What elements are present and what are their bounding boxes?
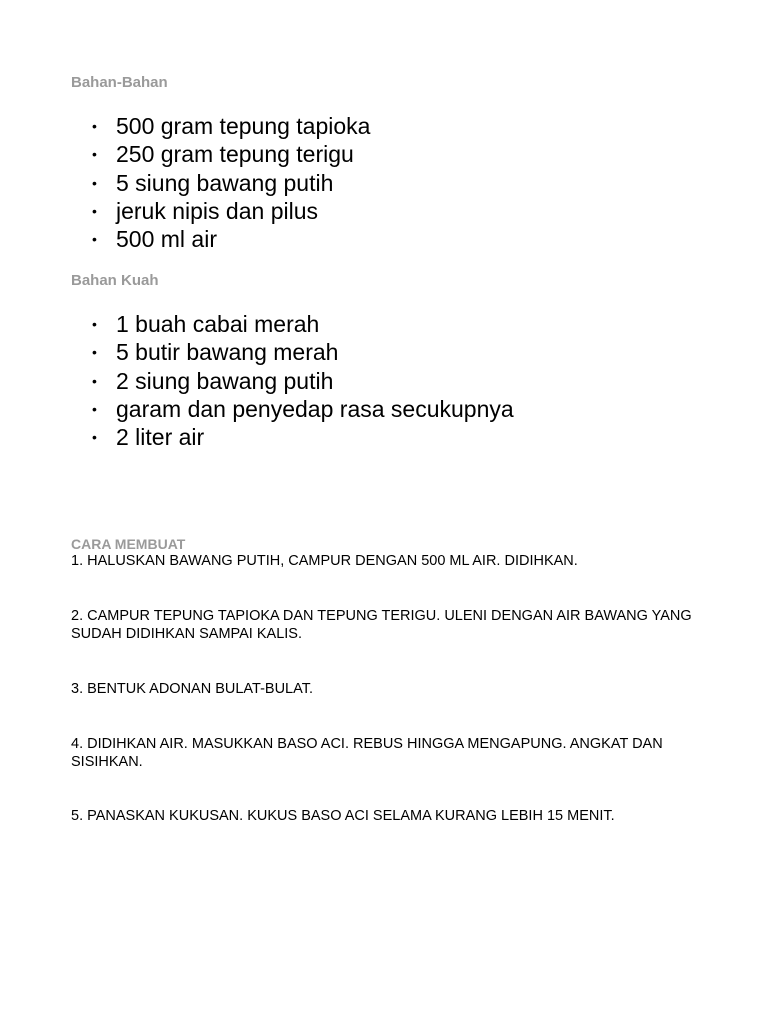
broth-ingredients-list bbox=[0, 310, 514, 451]
bullet-icon: • bbox=[92, 316, 97, 332]
method-step: 5. PANASKAN KUKUSAN. KUKUS BASO ACI SELAMA KURANG LEBIH 15 MENIT. bbox=[71, 808, 615, 824]
bullet-icon: • bbox=[92, 372, 97, 389]
ingredients-heading: Bahan-Bahan bbox=[71, 74, 168, 91]
method-step: 4. DIDIHKAN AIR. MASUKKAN BASO ACI. REBUS HINGGA MENGAPUNG. ANGKAT DAN SISIHKAN. bbox=[71, 736, 663, 770]
ingredient-text: 5 siung bawang putih bbox=[116, 169, 334, 196]
list-item bbox=[0, 338, 514, 366]
bullet-icon: • bbox=[92, 146, 97, 163]
ingredient-text: 2 liter air bbox=[116, 424, 205, 450]
list-item bbox=[0, 112, 370, 140]
list-item bbox=[0, 423, 514, 451]
ingredient-text: 5 butir bawang merah bbox=[116, 339, 339, 366]
method-step: 3. BENTUK ADONAN BULAT-BULAT. bbox=[71, 681, 313, 697]
bullet-icon: • bbox=[92, 231, 97, 247]
bullet-icon: • bbox=[92, 118, 97, 134]
ingredient-text: 2 siung bawang putih bbox=[116, 367, 334, 394]
ingredients-list bbox=[0, 112, 370, 253]
method-step: 1. HALUSKAN BAWANG PUTIH, CAMPUR DENGAN 500 ML AIR. DIDIHKAN. bbox=[71, 553, 578, 569]
ingredient-text: 1 buah cabai merah bbox=[116, 311, 320, 337]
list-item bbox=[0, 140, 370, 168]
ingredient-text: 250 gram tepung terigu bbox=[116, 141, 354, 168]
method-heading: CARA MEMBUAT bbox=[71, 536, 186, 552]
ingredient-text: 500 ml air bbox=[116, 226, 217, 252]
list-item bbox=[0, 197, 370, 225]
ingredient-text: 500 gram tepung tapioka bbox=[116, 113, 371, 139]
bullet-icon: • bbox=[92, 174, 97, 191]
ingredient-text: garam dan penyedap rasa secukupnya bbox=[116, 395, 514, 422]
method-step: 2. CAMPUR TEPUNG TAPIOKA DAN TEPUNG TERIGU. ULENI DENGAN AIR BAWANG YANG SUDAH DIDIHKAN SAMPAI KALIS. bbox=[71, 608, 692, 642]
ingredient-text: jeruk nipis dan pilus bbox=[116, 197, 319, 224]
list-item bbox=[0, 367, 514, 395]
list-item bbox=[0, 310, 514, 338]
broth-heading: Bahan Kuah bbox=[71, 272, 159, 289]
bullet-icon: • bbox=[92, 202, 97, 219]
bullet-icon: • bbox=[92, 344, 97, 361]
bullet-icon: • bbox=[92, 400, 97, 417]
bullet-icon: • bbox=[92, 429, 97, 445]
list-item bbox=[0, 225, 370, 253]
list-item bbox=[0, 169, 370, 197]
list-item bbox=[0, 395, 514, 423]
